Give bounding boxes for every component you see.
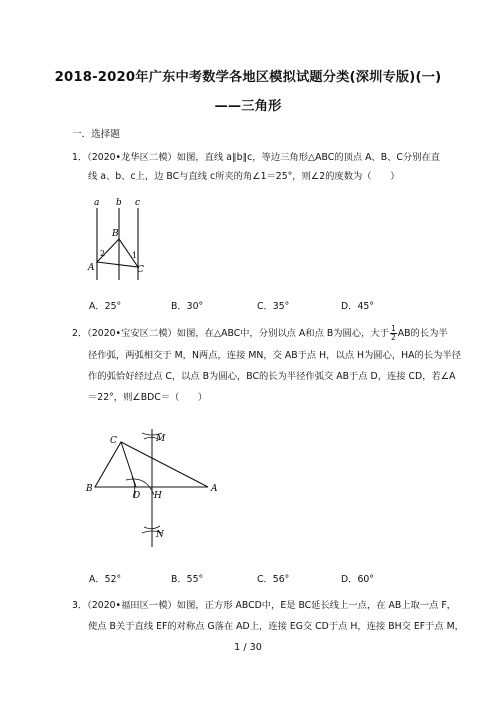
q2-line1-text-a: 2．（2020•宝安区二模）如图，在△ABC中，分别以点 A和点 B为圆心，大于 <box>72 328 389 339</box>
q2-option-b[interactable]: B．55° <box>171 574 204 585</box>
q3-line2: 使点 B关于直线 EF的对称点 G落在 AD上，连接 EG交 CD于点 H，连接 BH交 EF于点 M， <box>88 621 464 632</box>
label-M: M <box>156 434 166 444</box>
doc-title-line1: 2018-2020年广东中考数学各地区模拟试题分类(深圳专版)(一) <box>54 70 442 85</box>
label-D: D <box>133 491 141 501</box>
label-C: C <box>110 436 117 446</box>
q1-line2: 线 a、b、c上，边 BC与直线 c所夹的角∠1＝25°，则∠2的度数为（ ） <box>88 171 400 182</box>
fraction-one-half <box>390 325 397 342</box>
label-c: c <box>135 198 141 208</box>
fraction-numerator: 1 <box>391 324 396 333</box>
q2-line3: 作的弧恰好经过点 C，以点 B为圆心，BC的长为半径作弧交 AB于点 D，连接 CD，若∠A <box>88 371 456 382</box>
q2-line1 <box>72 325 448 343</box>
section-heading: 一．选择题 <box>72 129 120 140</box>
q1-option-a[interactable]: A．25° <box>89 301 122 312</box>
label-A: A <box>211 484 218 494</box>
q2-line1-text-b: AB的长为半 <box>397 328 448 339</box>
q1-line1: 1．（2020•龙华区二模）如图，直线 a∥b∥c，等边三角形△ABC的顶点 A、B、C分别在直 <box>72 152 441 163</box>
label-N: N <box>156 530 164 540</box>
q2-line2: 径作弧，两弧相交于 M，N两点，连接 MN，交 AB于点 H，以点 H为圆心，HA的长为半径 <box>88 350 462 361</box>
q2-figure <box>82 425 228 553</box>
label-H: H <box>154 491 162 501</box>
label-angle-1: 1 <box>132 251 138 260</box>
q3-line1: 3．（2020•福田区一模）如图，正方形 ABCD中，E是 BC延长线上一点，在 AB上取一点 F， <box>72 600 457 611</box>
q1-figure <box>82 196 160 282</box>
label-B: B <box>86 484 93 494</box>
fraction-denominator: 2 <box>391 333 396 342</box>
page-number: 1 / 30 <box>234 642 262 653</box>
q2-options <box>0 571 496 585</box>
q2-option-c[interactable]: C．56° <box>257 574 290 585</box>
doc-title-line2: ——三角形 <box>214 99 282 114</box>
q1-option-c[interactable]: C．35° <box>257 301 290 312</box>
label-b: b <box>116 198 122 208</box>
q1-options <box>0 298 496 312</box>
label-a: a <box>94 198 100 208</box>
q1-option-b[interactable]: B．30° <box>171 301 204 312</box>
label-A: A <box>88 263 95 273</box>
q2-line4: ＝22°，则∠BDC＝（ ） <box>88 392 208 403</box>
label-B: B <box>112 229 119 239</box>
label-angle-2: 2 <box>100 249 106 258</box>
q2-option-d[interactable]: D．60° <box>341 574 374 585</box>
label-C: C <box>137 265 144 275</box>
q2-option-a[interactable]: A．52° <box>89 574 122 585</box>
q1-option-d[interactable]: D．45° <box>341 301 374 312</box>
